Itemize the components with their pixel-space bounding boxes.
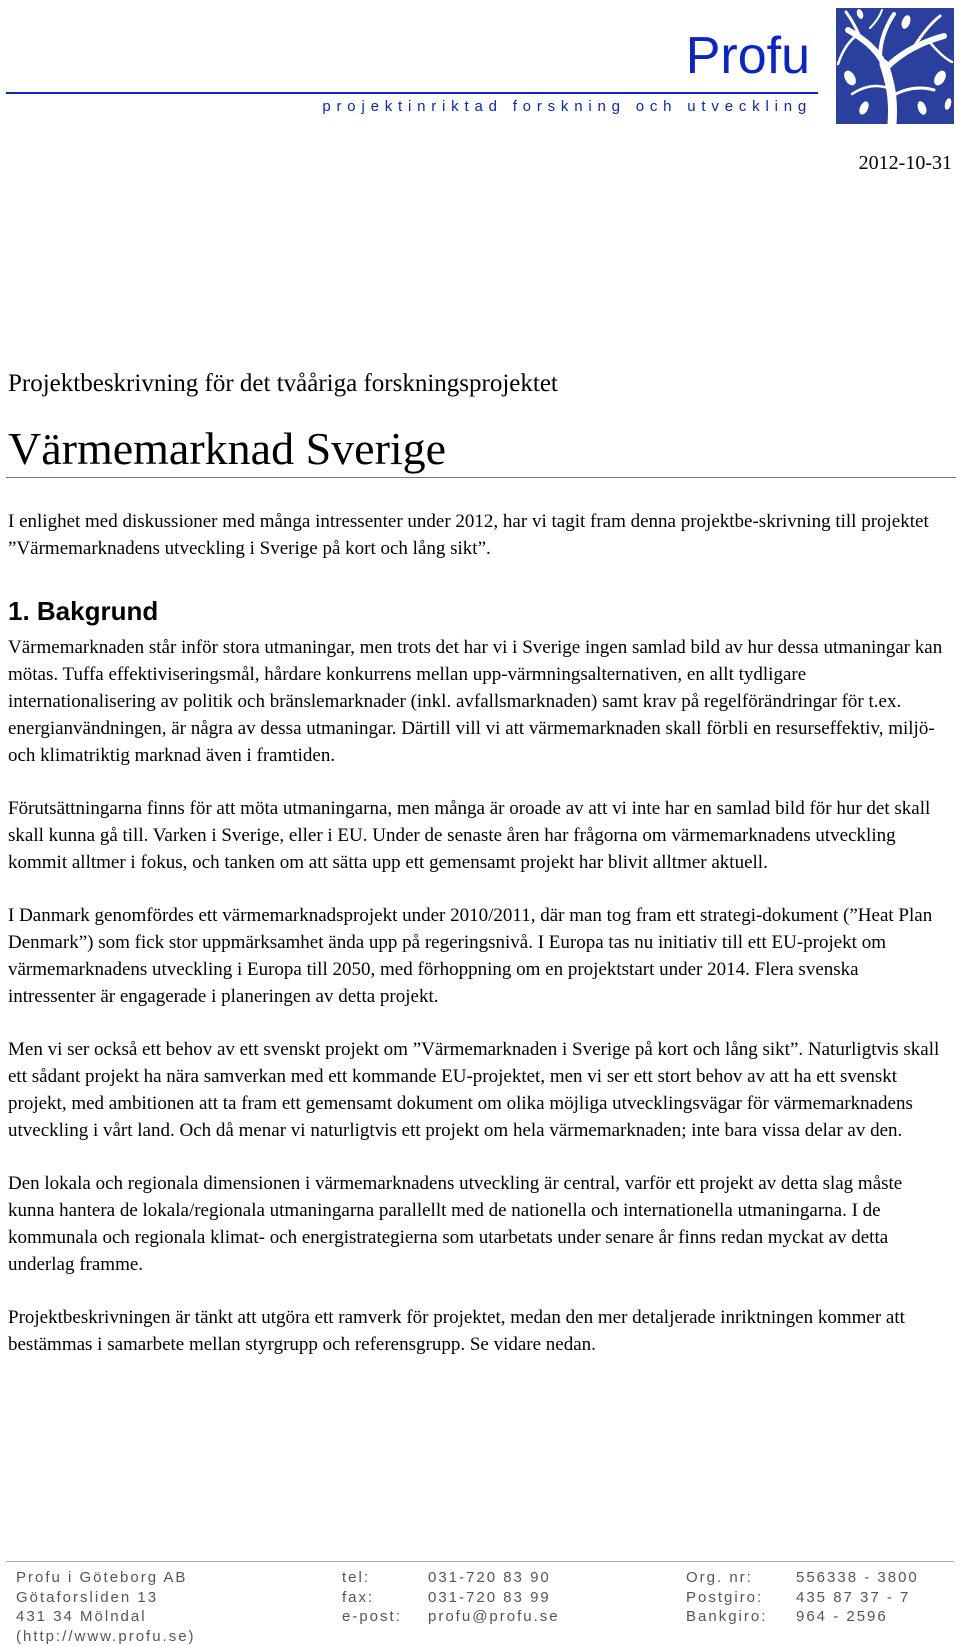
footer-tel: 031-720 83 90	[428, 1568, 560, 1588]
footer-account-labels	[686, 1568, 767, 1627]
document-body	[8, 508, 948, 1384]
document-title: Värmemarknad Sverige	[8, 422, 446, 475]
footer-postgiro: 435 87 37 - 7	[796, 1588, 919, 1608]
footer-city: 431 34 Mölndal	[16, 1607, 196, 1627]
footer-contact-values	[428, 1568, 560, 1627]
footer-bankgiro-label: Bankgiro:	[686, 1607, 767, 1627]
intro-paragraph: I enlighet med diskussioner med många intressenter under 2012, har vi tagit fram denna projektbe-skrivning till projektet ”Värmemarknadens utveckling i Sverige på kort och lång sikt”.	[8, 508, 948, 562]
footer-contact-labels	[342, 1568, 402, 1627]
logo-rule	[6, 92, 818, 94]
tree-logo-icon	[836, 8, 954, 124]
footer-orgnr: 556338 - 3800	[796, 1568, 919, 1588]
title-rule	[6, 477, 956, 478]
body-paragraph: Värmemarknaden står inför stora utmaningar, men trots det har vi i Sverige ingen samlad bild av hur dessa utmaningar kan mötas. Tuffa effektiviseringsmål, hårdare konkurrens mellan upp-värmningsalternativen, en allt tydligare internationalisering av politik och bränslemarknader (inkl. avfallsmarknaden) samt krav på regelförändringar för t.ex. energianvändningen, är några av dessa utmaningar. Därtill vill vi att värmemarknaden skall förbli en resurseffektiv, miljö- och klimatriktig marknad även i framtiden.	[8, 634, 948, 769]
logo-text: Profu	[686, 30, 810, 82]
body-paragraph: Den lokala och regionala dimensionen i värmemarknadens utveckling är central, varför ett projekt av detta slag måste kunna hantera de lokala/regionala utmaningarna parallellt med de nationella och internationella utmaningarna. I de kommunala och regionala klimat- och energistrategierna som utarbetats under senare år finns redan myckat av detta underlag framme.	[8, 1170, 948, 1278]
document-subtitle: Projektbeskrivning för det tvååriga forskningsprojektet	[8, 370, 558, 398]
document-date: 2012-10-31	[859, 152, 952, 175]
body-paragraph: Men vi ser också ett behov av ett svenskt projekt om ”Värmemarknaden i Sverige på kort och lång sikt”. Naturligtvis skall ett sådant projekt ha nära samverkan med ett kommande EU-projektet, men vi ser ett stort behov av att ha ett svenskt projekt, med ambitionen att ta fram ett gemensamt dokument om olika möjliga utvecklingsvägar för värmemarknadens utveckling i vårt land. Och då menar vi naturligtvis ett projekt om hela värmemarknaden; inte bara vissa delar av den.	[8, 1036, 948, 1144]
body-paragraph: I Danmark genomfördes ett värmemarknadsprojekt under 2010/2011, där man tog fram ett strategi-dokument (”Heat Plan Denmark”) som fick stor uppmärksamhet ända upp på regeringsnivå. I Europa tas nu initiativ till ett EU-projekt om värmemarknadens utveckling i Europa till 2050, med förhoppning om en projektstart under 2014. Flera svenska intressenter är engagerade i planeringen av detta projekt.	[8, 902, 948, 1010]
footer-fax-label: fax:	[342, 1588, 402, 1608]
footer-email: profu@profu.se	[428, 1607, 560, 1627]
footer-tel-label: tel:	[342, 1568, 402, 1588]
footer-street: Götaforsliden 13	[16, 1588, 196, 1608]
body-paragraph: Projektbeskrivningen är tänkt att utgöra ett ramverk för projektet, medan den mer detaljerade inriktningen kommer att bestämmas i samarbete mellan styrgrupp och referensgrupp. Se vidare nedan.	[8, 1304, 948, 1358]
section-heading: 1. Bakgrund	[8, 596, 948, 626]
footer-company-name: Profu i Göteborg AB	[16, 1568, 196, 1588]
footer-bankgiro: 964 - 2596	[796, 1607, 919, 1627]
footer-email-label: e-post:	[342, 1607, 402, 1627]
footer-website: (http://www.profu.se)	[16, 1627, 196, 1646]
footer-postgiro-label: Postgiro:	[686, 1588, 767, 1608]
footer-company	[16, 1568, 196, 1646]
tagline: projektinriktad forskning och utveckling	[322, 98, 812, 115]
footer-orgnr-label: Org. nr:	[686, 1568, 767, 1588]
footer-account-values	[796, 1568, 919, 1627]
footer-rule	[6, 1561, 954, 1562]
body-paragraph: Förutsättningarna finns för att möta utmaningarna, men många är oroade av att vi inte har en samlad bild för hur det skall skall kunna gå till. Varken i Sverige, eller i EU. Under de senaste åren har frågorna om värmemarknadens utveckling kommit alltmer i fokus, och tanken om att sätta upp ett gemensamt projekt har blivit alltmer aktuell.	[8, 795, 948, 876]
footer-fax: 031-720 83 99	[428, 1588, 560, 1608]
